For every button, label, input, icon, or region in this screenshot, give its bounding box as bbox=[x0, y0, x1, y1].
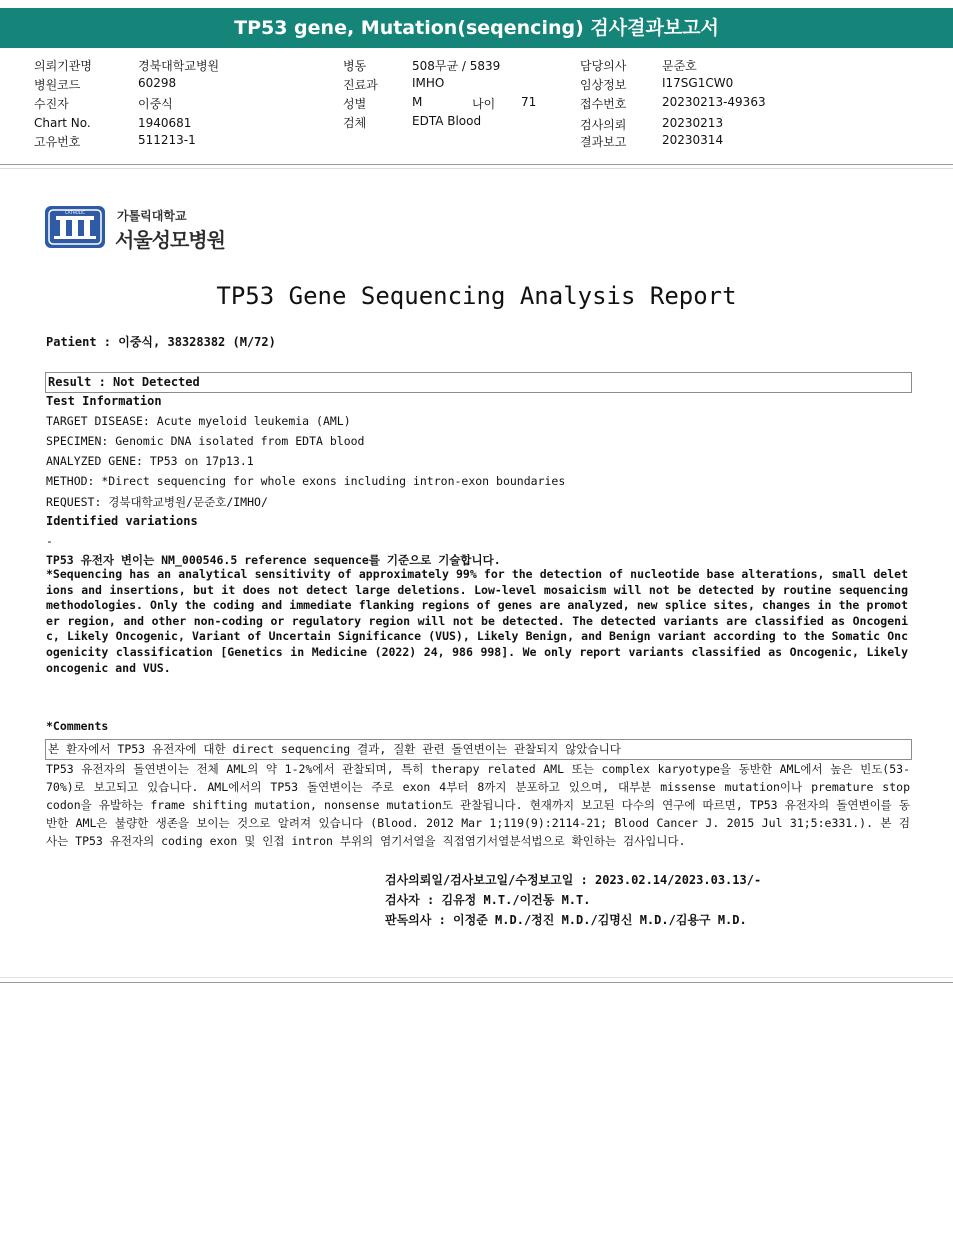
identified-variations-heading: Identified variations bbox=[46, 514, 198, 528]
label-unique-id: 고유번호 bbox=[34, 135, 81, 149]
label-result-report-date: 결과보고 bbox=[580, 135, 627, 149]
logo-ring-text: CATHOLIC bbox=[64, 210, 86, 215]
label-clinical-info: 임상정보 bbox=[580, 78, 627, 92]
patient-line: Patient : 이중식, 38328382 (M/72) bbox=[46, 335, 276, 349]
label-attending-doctor: 담당의사 bbox=[580, 59, 627, 73]
sensitivity-note: *Sequencing has an analytical sensitivity of approximately 99% for the detection of nucleotide base alterations, small deletions and insertions, but it does not detect large deletions. Low-level mosaicism will not be detected by routine sequencing methodologies. Only the coding and immediate flanking regions of genes are analyzed, new splice sites, changes in the promoter region, and other non-coding or regulatory region will not be detected. The detected variants are classified as Oncogenic, Likely Oncogenic, Variant of Uncertain Significance (VUS), Likely Benign, and Benign variant according to the Somatic Oncogenicity classification [Genetics in Medicine (2022) 24, 986 998]. We only report variants classified as Oncogenic, Likely oncogenic and VUS. bbox=[46, 567, 908, 675]
hospital-logo-icon bbox=[44, 205, 106, 249]
divider-bottom bbox=[0, 982, 953, 983]
reading-physician: 판독의사 : 이정준 M.D./정진 M.D./김명신 M.D./김용구 M.D. bbox=[385, 913, 747, 927]
label-specimen: 검체 bbox=[343, 116, 367, 130]
method: METHOD: *Direct sequencing for whole exons including intron-exon boundaries bbox=[46, 474, 566, 488]
test-info-heading: Test Information bbox=[46, 394, 162, 408]
report-title: TP53 Gene Sequencing Analysis Report bbox=[216, 282, 737, 310]
label-test-request-date: 검사의뢰 bbox=[580, 118, 627, 132]
value-unique-id: 511213-1 bbox=[138, 133, 196, 147]
value-ward: 508무균 / 5839 bbox=[412, 59, 501, 73]
value-sex: M bbox=[412, 95, 423, 109]
label-requesting-institution: 의뢰기관명 bbox=[34, 59, 92, 73]
divider-top-shadow bbox=[0, 168, 953, 169]
label-patient-name: 수진자 bbox=[34, 97, 69, 111]
value-specimen: EDTA Blood bbox=[412, 114, 482, 128]
request: REQUEST: 경북대학교병원/문준호/IMHO/ bbox=[46, 495, 268, 509]
divider-top bbox=[0, 164, 953, 165]
logo-hospital-name: 서울성모병원 bbox=[115, 228, 225, 252]
value-patient-name: 이중식 bbox=[138, 97, 173, 111]
value-test-request-date: 20230213 bbox=[662, 116, 724, 130]
value-department: IMHO bbox=[412, 76, 445, 90]
result-text: Result : Not Detected bbox=[48, 375, 200, 389]
value-receipt-no: 20230213-49363 bbox=[662, 95, 766, 109]
logo-university-name: 가톨릭대학교 bbox=[117, 209, 187, 223]
value-attending-doctor: 문준호 bbox=[662, 59, 697, 73]
reference-note: TP53 유전자 변이는 NM_000546.5 reference sequence를 기준으로 기술합니다. bbox=[46, 553, 501, 567]
divider-bottom-shadow bbox=[0, 977, 953, 978]
label-sex: 성별 bbox=[343, 97, 367, 111]
report-dates: 검사의뢰일/검사보고일/수정보고일 : 2023.02.14/2023.03.13/- bbox=[385, 873, 762, 887]
value-result-report-date: 20230314 bbox=[662, 133, 724, 147]
label-hospital-code: 병원코드 bbox=[34, 78, 81, 92]
value-clinical-info: I17SG1CW0 bbox=[662, 76, 734, 90]
label-receipt-no: 접수번호 bbox=[580, 97, 627, 111]
identified-variations-value: - bbox=[46, 534, 53, 548]
label-chart-no: Chart No. bbox=[34, 116, 91, 130]
value-hospital-code: 60298 bbox=[138, 76, 177, 90]
comment-summary: 본 환자에서 TP53 유전자에 대한 direct sequencing 결과, 질환 관련 돌연변이는 관찰되지 않았습니다 bbox=[48, 742, 621, 756]
examiner: 검사자 : 김유정 M.T./이건동 M.T. bbox=[385, 893, 591, 907]
report-header-title: TP53 gene, Mutation(seqencing) 검사결과보고서 bbox=[0, 8, 953, 48]
label-age: 나이 bbox=[472, 97, 496, 111]
value-chart-no: 1940681 bbox=[138, 116, 192, 130]
label-ward: 병동 bbox=[343, 59, 367, 73]
target-disease: TARGET DISEASE: Acute myeloid leukemia (AML) bbox=[46, 414, 351, 428]
analyzed-gene: ANALYZED GENE: TP53 on 17p13.1 bbox=[46, 454, 254, 468]
specimen: SPECIMEN: Genomic DNA isolated from EDTA blood bbox=[46, 434, 365, 448]
comment-body: TP53 유전자의 돌연변이는 전체 AML의 약 1-2%에서 관찰되며, 특히 therapy related AML 또는 complex karyotype을 동반한 AML에서 높은 빈도(53-70%)로 보고되고 있습니다. AML에서의 TP53 돌연변이는 주로 exon 4부터 8까지 분포하고 있으며, 대부분 missense mutation이나 premature stop codon을 유발하는 frame shifting mutation, nonsense mutation도 관찰됩니다. 현재까지 보고된 다수의 연구에 따르면, TP53 유전자의 돌연변이를 동반한 AML은 불량한 생존을 보이는 것으로 알려져 있습니다 (Blood. 2012 Mar 1;119(9):2114-21; Blood Cancer J. 2015 Jul 31;5:e331.). 본 검사는 TP53 유전자의 coding exon 및 인접 intron 부위의 염기서열을 직접염기서열분석법으로 확인하는 검사입니다. bbox=[46, 762, 910, 848]
comments-heading: *Comments bbox=[46, 719, 109, 733]
value-requesting-institution: 경북대학교병원 bbox=[138, 59, 220, 73]
value-age: 71 bbox=[521, 95, 537, 109]
label-department: 진료과 bbox=[343, 78, 378, 92]
